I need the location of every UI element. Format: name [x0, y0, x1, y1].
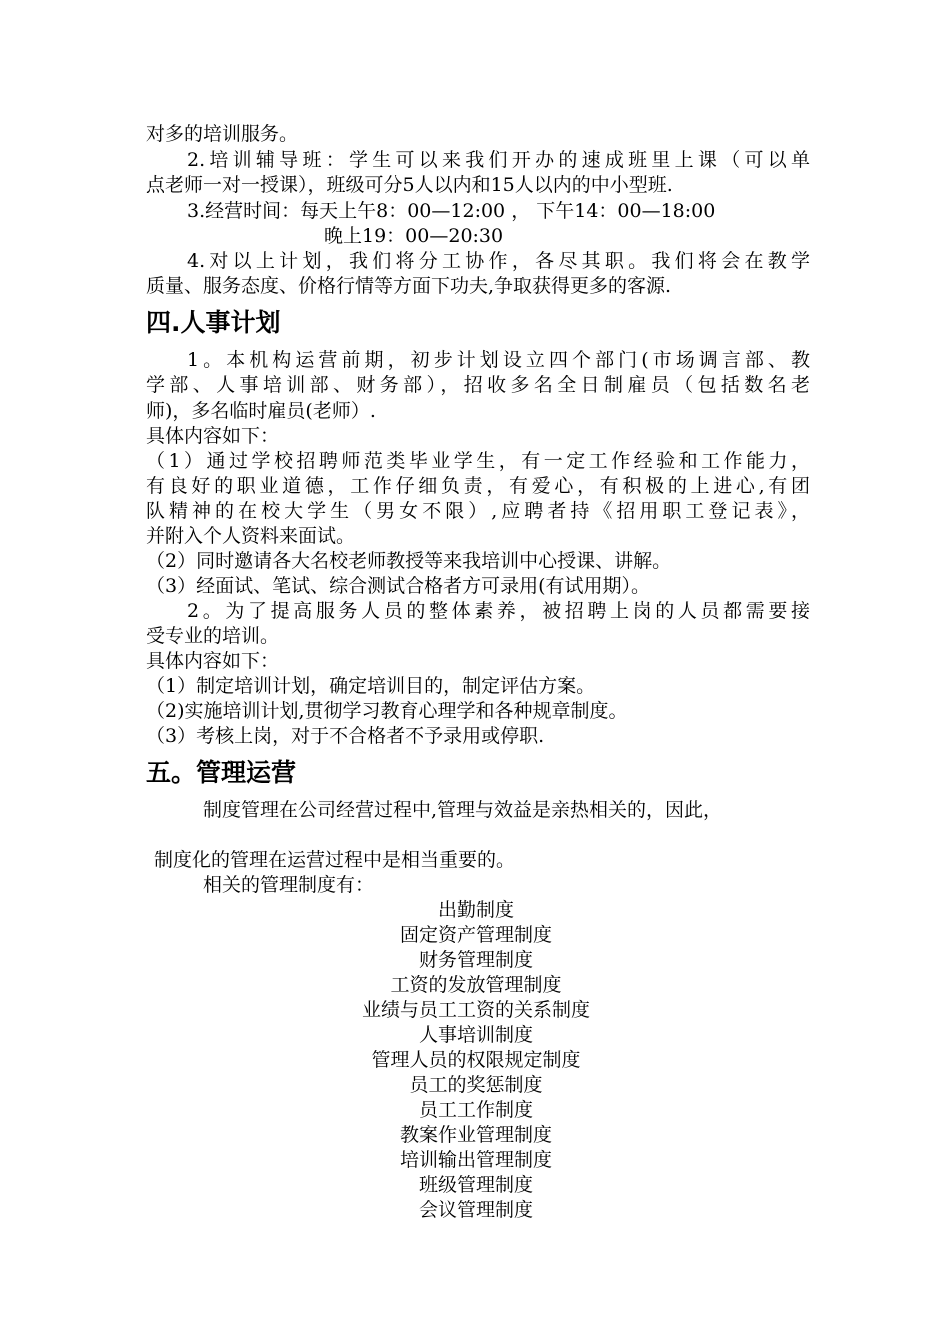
list-item: （2）同时邀请各大名校老师教授等来我培训中心授课、讲解。 [146, 550, 672, 572]
system-list-item: 管理人员的权限规定制度 [371, 1049, 581, 1071]
system-list-item: 业绩与员工工资的关系制度 [361, 999, 590, 1021]
paragraph-line: 2。为了提高服务人员的整体素养，被招聘上岗的人员都需要接 [187, 600, 810, 622]
system-list-item: 会议管理制度 [418, 1199, 533, 1221]
system-list-item: 教案作业管理制度 [399, 1124, 552, 1146]
system-list-item: 出勤制度 [437, 899, 514, 921]
paragraph-line: 4.对以上计划，我们将分工协作，各尽其职。我们将会在教学 [187, 250, 810, 272]
list-item: （1）制定培训计划，确定培训目的，制定评估方案。 [146, 675, 596, 697]
paragraph-line: 制度化的管理在运营过程中是相当重要的。 [154, 849, 516, 871]
system-list-item: 培训输出管理制度 [399, 1149, 552, 1171]
paragraph-line: 师)，多名临时雇员(老师）. [146, 400, 376, 422]
paragraph-line: 具体内容如下： [146, 425, 280, 447]
system-list-item: 员工工作制度 [418, 1099, 533, 1121]
list-item: （2)实施培训计划,贯彻学习教育心理学和各种规章制度。 [146, 700, 628, 722]
paragraph-line: 对多的培训服务。 [146, 123, 299, 145]
list-item: （3）考核上岗，对于不合格者不予录用或停职. [146, 725, 545, 747]
system-list-item: 财务管理制度 [418, 949, 533, 971]
system-list-item: 员工的奖惩制度 [409, 1074, 543, 1096]
paragraph-line: 点老师一对一授课），班级可分5人以内和15人以内的中小型班. [146, 174, 673, 196]
list-item: 并附入个人资料来面试。 [146, 525, 356, 547]
system-list-item: 班级管理制度 [418, 1174, 533, 1196]
system-list-item: 固定资产管理制度 [399, 924, 552, 946]
paragraph-line: 制度管理在公司经营过程中,管理与效益是亲热相关的，因此， [203, 799, 723, 821]
list-item: 有良好的职业道德，工作仔细负责，有爱心，有积极的上进心,有团 [146, 475, 810, 497]
paragraph-line: 3.经营时间：每天上午8：00—12:00 ， 下午14：00—18:00 [187, 200, 716, 222]
list-item: （3）经面试、笔试、综合测试合格者方可录用(有试用期）。 [146, 575, 651, 597]
list-item: 队精神的在校大学生（男女不限）,应聘者持《招用职工登记表》， [146, 500, 810, 522]
paragraph-line: 具体内容如下： [146, 650, 280, 672]
paragraph-line: 1。本机构运营前期，初步计划设立四个部门(市场调言部、教 [187, 349, 810, 371]
system-list-item: 人事培训制度 [418, 1024, 533, 1046]
system-list-item: 工资的发放管理制度 [390, 974, 562, 996]
paragraph-line: 质量、服务态度、价格行情等方面下功夫,争取获得更多的客源. [146, 275, 672, 297]
section-heading-management: 五。管理运营 [146, 758, 297, 787]
paragraph-line: 受专业的培训。 [146, 625, 280, 647]
list-item: （1）通过学校招聘师范类毕业学生，有一定工作经验和工作能力， [146, 450, 810, 472]
paragraph-line: 2.培训辅导班：学生可以来我们开办的速成班里上课（可以单 [187, 149, 810, 171]
section-heading-personnel: 四.人事计划 [146, 308, 281, 337]
paragraph-line: 相关的管理制度有： [203, 874, 375, 896]
paragraph-line: 晚上19：00—20:30 [324, 225, 504, 247]
paragraph-line: 学部、人事培训部、财务部），招收多名全日制雇员（包括数名老 [146, 374, 810, 396]
